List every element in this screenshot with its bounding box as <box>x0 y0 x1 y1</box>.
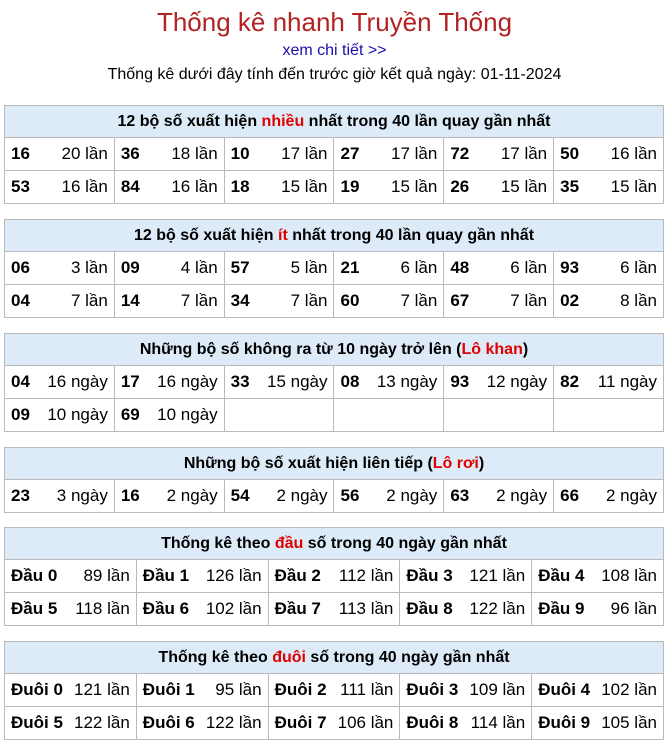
table-cell: 06 3 lần <box>5 252 115 285</box>
table-title: Thống kê theo đầu số trong 40 ngày gần nhất <box>5 528 664 560</box>
table-cell: 50 16 lần <box>554 138 664 171</box>
table-cell: Đầu 5 118 lần <box>5 593 137 626</box>
table-cell: Đầu 6 102 lần <box>136 593 268 626</box>
table-cell: 60 7 lần <box>334 285 444 318</box>
table-cell: 33 15 ngày <box>224 366 334 399</box>
table-cell: 36 18 lần <box>114 138 224 171</box>
table-cell: 54 2 ngày <box>224 480 334 513</box>
table-cell: 17 16 ngày <box>114 366 224 399</box>
table-cell: 21 6 lần <box>334 252 444 285</box>
least-frequent-table <box>4 219 664 318</box>
table-cell <box>554 399 664 432</box>
table-cell: Đuôi 1 95 lần <box>136 674 268 707</box>
page-title: Thống kê nhanh Truyền Thống <box>156 7 513 37</box>
table-cell: 08 13 ngày <box>334 366 444 399</box>
table-cell: 63 2 ngày <box>444 480 554 513</box>
table-cell: 34 7 lần <box>224 285 334 318</box>
table-cell: 09 10 ngày <box>5 399 115 432</box>
table-cell: Đầu 3 121 lần <box>400 560 532 593</box>
page-header <box>0 0 669 86</box>
stats-date-note: Thống kê dưới đây tính đến trước giờ kết quả ngày: 01-11-2024 <box>107 66 562 83</box>
table-cell: 23 3 ngày <box>5 480 115 513</box>
table-cell: 57 5 lần <box>224 252 334 285</box>
table-title: Những bộ số xuất hiện liên tiếp (Lô rơi) <box>5 448 664 480</box>
table-cell: Đuôi 8 114 lần <box>400 707 532 740</box>
table-cell: 69 10 ngày <box>114 399 224 432</box>
table-cell: 53 16 lần <box>5 171 115 204</box>
dau-stats-table <box>4 527 664 626</box>
table-cell: 14 7 lần <box>114 285 224 318</box>
table-cell: 16 20 lần <box>5 138 115 171</box>
table-title: 12 bộ số xuất hiện ít nhất trong 40 lần quay gần nhất <box>5 220 664 252</box>
table-cell: 72 17 lần <box>444 138 554 171</box>
table-title: 12 bộ số xuất hiện nhiều nhất trong 40 lần quay gần nhất <box>5 106 664 138</box>
table-cell: 09 4 lần <box>114 252 224 285</box>
lo-khan-table <box>4 333 664 432</box>
most-frequent-table <box>4 105 664 204</box>
table-cell: 10 17 lần <box>224 138 334 171</box>
table-cell: Đầu 1 126 lần <box>136 560 268 593</box>
lo-roi-table <box>4 447 664 513</box>
table-cell <box>224 399 334 432</box>
table-cell: 19 15 lần <box>334 171 444 204</box>
table-cell <box>444 399 554 432</box>
table-cell: Đuôi 9 105 lần <box>532 707 664 740</box>
table-cell: Đầu 0 89 lần <box>5 560 137 593</box>
table-cell: Đầu 8 122 lần <box>400 593 532 626</box>
table-cell: Đuôi 7 106 lần <box>268 707 400 740</box>
table-cell: 93 6 lần <box>554 252 664 285</box>
table-cell: 66 2 ngày <box>554 480 664 513</box>
table-cell: Đuôi 3 109 lần <box>400 674 532 707</box>
table-cell: Đuôi 2 111 lần <box>268 674 400 707</box>
table-cell: Đuôi 6 122 lần <box>136 707 268 740</box>
table-cell: Đầu 2 112 lần <box>268 560 400 593</box>
table-cell: Đầu 9 96 lần <box>532 593 664 626</box>
table-cell: Đuôi 4 102 lần <box>532 674 664 707</box>
table-cell: Đuôi 0 121 lần <box>5 674 137 707</box>
table-cell: 84 16 lần <box>114 171 224 204</box>
table-title: Thống kê theo đuôi số trong 40 ngày gần nhất <box>5 642 664 674</box>
table-cell: 18 15 lần <box>224 171 334 204</box>
table-cell: 56 2 ngày <box>334 480 444 513</box>
table-cell: 48 6 lần <box>444 252 554 285</box>
table-cell: 93 12 ngày <box>444 366 554 399</box>
table-cell: 26 15 lần <box>444 171 554 204</box>
table-cell: 27 17 lần <box>334 138 444 171</box>
table-cell: Đuôi 5 122 lần <box>5 707 137 740</box>
view-details-link[interactable]: xem chi tiết >> <box>282 42 387 59</box>
table-cell <box>334 399 444 432</box>
duoi-stats-table <box>4 641 664 740</box>
table-cell: 04 16 ngày <box>5 366 115 399</box>
table-cell: Đầu 7 113 lần <box>268 593 400 626</box>
table-title: Những bộ số không ra từ 10 ngày trở lên (Lô khan) <box>5 334 664 366</box>
table-cell: 67 7 lần <box>444 285 554 318</box>
table-cell: 02 8 lần <box>554 285 664 318</box>
table-cell: 16 2 ngày <box>114 480 224 513</box>
table-cell: 04 7 lần <box>5 285 115 318</box>
table-cell: 82 11 ngày <box>554 366 664 399</box>
table-cell: Đầu 4 108 lần <box>532 560 664 593</box>
table-cell: 35 15 lần <box>554 171 664 204</box>
